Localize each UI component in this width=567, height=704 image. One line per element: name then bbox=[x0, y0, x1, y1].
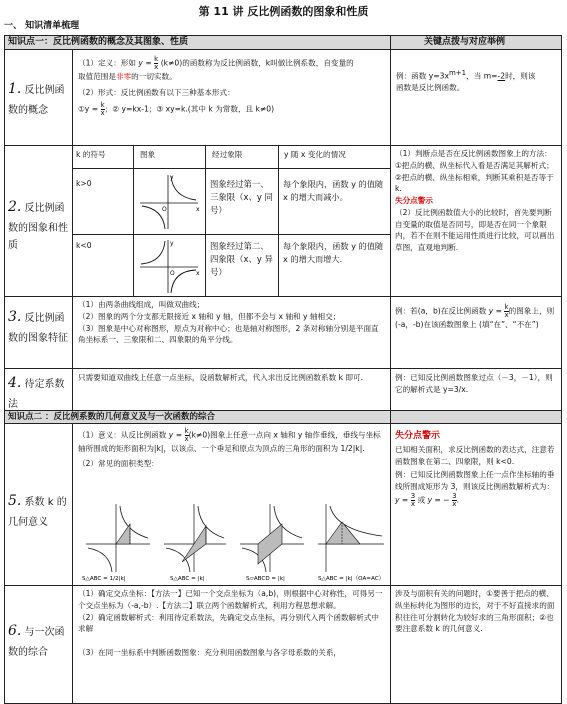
row-divider bbox=[4, 585, 562, 586]
row3-number: 3. bbox=[8, 309, 22, 325]
origin-label: O bbox=[170, 270, 175, 277]
note-1: （1）判断点是否在反比例函数图象上的方法：①把点的横、纵坐标代入看是否满足其解析式；②把点的横、纵坐标相乘，判断其乘积是否等于 k. bbox=[395, 149, 554, 194]
row3-content bbox=[78, 299, 386, 346]
origin-label: O bbox=[162, 206, 167, 213]
note-2: （2）反比例函数值大小的比较时，首先要判断自变量的取值是否同号，即是否在同一个象限内，若不在则不能运用性质进行比较，可以画出草图，直观地判断. bbox=[395, 207, 555, 253]
formula-y: y = bbox=[138, 58, 152, 68]
k-negative-quadrants: 图象经过第二、四象限（x、y 异号） bbox=[210, 241, 273, 278]
example-text-c: 时，则该 bbox=[505, 71, 536, 81]
example-answer: -2 bbox=[497, 71, 506, 81]
expression-method: （2）确定函数解析式：利用待定系数法，先确定交点坐标，再分别代入两个函数解析式中求解 bbox=[78, 612, 379, 634]
definition-line-2 bbox=[78, 71, 386, 83]
axis-y-label: y bbox=[170, 240, 174, 247]
row6-label bbox=[8, 620, 70, 661]
row-divider bbox=[4, 368, 562, 369]
exponent: m+1 bbox=[448, 69, 467, 77]
row6-number: 6. bbox=[8, 623, 22, 639]
row5-label bbox=[8, 490, 70, 531]
row2-label bbox=[8, 196, 68, 254]
area-diagram-3 bbox=[240, 504, 304, 572]
or-word: 或 bbox=[417, 495, 426, 505]
row4-example: 例：已知反比例函数图象过点（－3，－1），则它的解析式是 y=3/x. bbox=[395, 373, 553, 394]
numerator: 3 bbox=[452, 492, 457, 500]
graph-k-negative bbox=[136, 237, 202, 295]
k-positive-label: k>0 bbox=[76, 179, 92, 188]
denominator: x bbox=[452, 500, 457, 508]
definition-prefix: （1）定义：形如 bbox=[78, 58, 136, 68]
area-caption-1: S△ABC = 1/2|k| bbox=[82, 576, 126, 582]
numerator: k bbox=[154, 55, 159, 63]
row-divider bbox=[72, 234, 390, 235]
k-positive-quadrants: 图象经过第一、三象限（x、y 同号） bbox=[210, 179, 273, 216]
nonzero-highlight: 非零 bbox=[115, 72, 132, 81]
row6-content bbox=[78, 588, 386, 659]
knowledge-point-2-header: 知识点二 ：反比例系数的几何意义及与一次函数的综合 bbox=[8, 412, 215, 422]
row1-label-text: 反比例函数的概念 bbox=[8, 85, 65, 116]
row3-label bbox=[8, 306, 68, 347]
meaning-prefix: （1）意义：从反比例函数 bbox=[78, 430, 167, 440]
warning-label: 失分点警示 bbox=[395, 196, 433, 206]
row6-label-text: 与一次函数的综合 bbox=[8, 627, 65, 658]
col-divider bbox=[72, 423, 73, 704]
col-header-quadrants: 经过象限 bbox=[212, 150, 243, 159]
k-positive-change: 每个象限内，函数 y 的值随 x 的增大而减小。 bbox=[283, 179, 384, 202]
range-text: 取值范围是 bbox=[78, 72, 116, 81]
col-header-k-sign: k 的符号 bbox=[76, 150, 106, 159]
fraction-k-over-x bbox=[154, 56, 158, 71]
numerator: k bbox=[504, 303, 509, 311]
numerator: k bbox=[184, 427, 189, 435]
denominator: x bbox=[410, 500, 416, 508]
row5-content bbox=[78, 428, 386, 470]
forms-rest: ；② y=kx-1；③ xy=k.(其中 k 为常数，且 k≠0) bbox=[104, 104, 275, 114]
row2-number: 2. bbox=[8, 199, 22, 215]
warning-note: 已知相关面积，求反比例函数的表达式，注意若函数图象在第二、四象限，则 k<0. bbox=[395, 444, 555, 466]
col-header-change: y 随 x 变化的情况 bbox=[284, 150, 346, 159]
axis-x-label: x bbox=[196, 206, 200, 213]
col-divider bbox=[390, 35, 391, 704]
form-1: ①y = bbox=[78, 104, 99, 114]
axis-y-label: y bbox=[170, 174, 174, 181]
numerator: 3 bbox=[410, 492, 416, 500]
row1-example bbox=[396, 68, 558, 94]
area-diagram-2 bbox=[164, 504, 226, 572]
row5-example bbox=[395, 469, 558, 508]
formula-y: y = bbox=[488, 306, 503, 316]
row1-label bbox=[8, 78, 68, 119]
col-divider bbox=[205, 145, 206, 296]
section-heading: 一、 知识清单梳理 bbox=[4, 21, 80, 31]
warning-label: 失分点警示 bbox=[395, 431, 441, 441]
graph-method: （3）在同一坐标系中判断函数图象：充分利用函数图象与各字母系数的关系， bbox=[78, 648, 342, 658]
col-divider bbox=[133, 145, 134, 296]
row4-content: 只需要知道双曲线上任意一点坐标，设函数解析式，代入求出反比例函数系数 k 即可. bbox=[78, 373, 364, 382]
row-divider bbox=[72, 168, 390, 169]
key-points-header: 关键点拨与对应举例 bbox=[424, 37, 506, 47]
graph-k-positive bbox=[136, 171, 202, 231]
definition-line bbox=[78, 56, 386, 71]
example-text: 例：若(a，b)在反比例函数 bbox=[395, 306, 487, 316]
feature-3: （3）图象是中心对称图形，原点为对称中心；也是轴对称图形，2 条对称轴分别是平面直角坐标系一、三象限和二、四象限的角平分线。 bbox=[78, 323, 379, 345]
row1-content bbox=[78, 56, 386, 117]
forms-title: （2）形式：反比例函数有以下三种基本形式： bbox=[78, 87, 235, 97]
row2-notes bbox=[395, 148, 558, 254]
row4-number: 4. bbox=[8, 375, 22, 391]
example-text-b: ，当 m= bbox=[466, 71, 498, 81]
denominator: x bbox=[100, 108, 105, 117]
formula-y: y = bbox=[395, 495, 409, 505]
feature-1: （1）由两条曲线组成，叫做双曲线； bbox=[78, 300, 205, 309]
table-border-left bbox=[4, 35, 5, 704]
col-header-graph: 图象 bbox=[140, 150, 156, 159]
row4-label bbox=[8, 372, 68, 413]
row4-label-text: 待定系数法 bbox=[8, 379, 65, 410]
forms-line bbox=[78, 102, 386, 117]
meaning-text: (k≠0)图象上任意一点向 x 轴和 y 轴作垂线，垂线与坐标轴所围成的矩形面积为|k|，以该点、一个垂足和原点为顶点的三角形的面积为 1/2|k|. bbox=[78, 430, 381, 453]
area-caption-2: S△ABC = |k| bbox=[170, 576, 205, 582]
k-negative-change: 每个象限内，函数 y 的值随 x 的增大而增大. bbox=[283, 241, 384, 264]
example-text: 例：已知反比例函数图象上任一点作坐标轴的垂线所围成矩形为 3，则该反比例函数解析式为： bbox=[395, 470, 555, 492]
row3-label-text: 反比例函数的图象特征 bbox=[8, 313, 68, 344]
page-title: 第 11 讲 反比例函数的图象和性质 bbox=[198, 5, 369, 18]
row1-number: 1. bbox=[8, 81, 22, 97]
numerator: k bbox=[100, 100, 105, 109]
col-divider bbox=[278, 145, 279, 296]
row5-number: 5. bbox=[8, 493, 22, 509]
row-divider bbox=[4, 296, 562, 297]
area-types-title: （2）常见的面积类型： bbox=[78, 458, 159, 468]
example-text: 例：函数 y=3x bbox=[396, 71, 449, 81]
row-divider bbox=[4, 49, 562, 50]
example-text-b: 的图象上，则(-a，-b)在该函数图象上 (填“在”、“不在”) bbox=[395, 306, 555, 329]
condition: (k≠0) bbox=[160, 58, 183, 68]
row5-label-text: 系数 k 的几何意义 bbox=[8, 497, 67, 528]
intersection-method: （1）确定交点坐标：【方法一】已知一个交点坐标为（a,b)，则根据中心对称性，可得另一个交点坐标为（-a,-b）.【方法二】联立两个函数解析式，利用方程思想求解。 bbox=[78, 589, 383, 610]
denominator: x bbox=[184, 435, 189, 443]
definition-suffix: 的函数称为反比例函数，k叫做比例系数，自变量的 bbox=[182, 58, 354, 68]
denominator: x bbox=[154, 63, 159, 71]
k-negative-label: k<0 bbox=[76, 241, 92, 250]
area-diagram-4 bbox=[318, 504, 384, 572]
axis-x-label: x bbox=[196, 270, 200, 277]
feature-2: （2）图象的两个分支都无限接近 x 轴和 y 轴，但都不会与 x 轴和 y 轴相交； bbox=[78, 311, 341, 321]
row6-notes: 涉及与面积有关的问题时，①要善于把点的横、纵坐标转化为图形的边长，对于不好直接求的面积往往可分割转化为较好求的三角形面积；②也要注意系数 k 的几何意义. bbox=[395, 589, 555, 634]
area-caption-3: S▱ABCD = |k| bbox=[246, 576, 285, 582]
row3-example bbox=[395, 304, 558, 331]
row-divider bbox=[4, 145, 562, 146]
area-diagrams bbox=[80, 500, 388, 582]
example-text-d: 函数是反比例函数。 bbox=[396, 83, 465, 93]
area-caption-4: S△ABC = |k|（OA=AC） bbox=[318, 576, 385, 582]
formula-y-negative: y = − bbox=[427, 495, 450, 505]
row2-label-text: 反比例函数的图象和性质 bbox=[8, 203, 68, 251]
range-suffix: 的一切实数。 bbox=[131, 72, 177, 81]
col-divider bbox=[72, 49, 73, 410]
period: . bbox=[456, 495, 459, 505]
formula-y: y = bbox=[168, 430, 183, 440]
area-diagram-1 bbox=[86, 504, 150, 572]
fraction-3-over-x bbox=[411, 493, 415, 508]
knowledge-point-1-header: 知识点一：反比例函数的概念及其图象、性质 bbox=[8, 37, 189, 47]
denominator: x bbox=[504, 311, 509, 319]
table-border-right bbox=[561, 35, 562, 704]
row5-notes bbox=[395, 430, 558, 508]
